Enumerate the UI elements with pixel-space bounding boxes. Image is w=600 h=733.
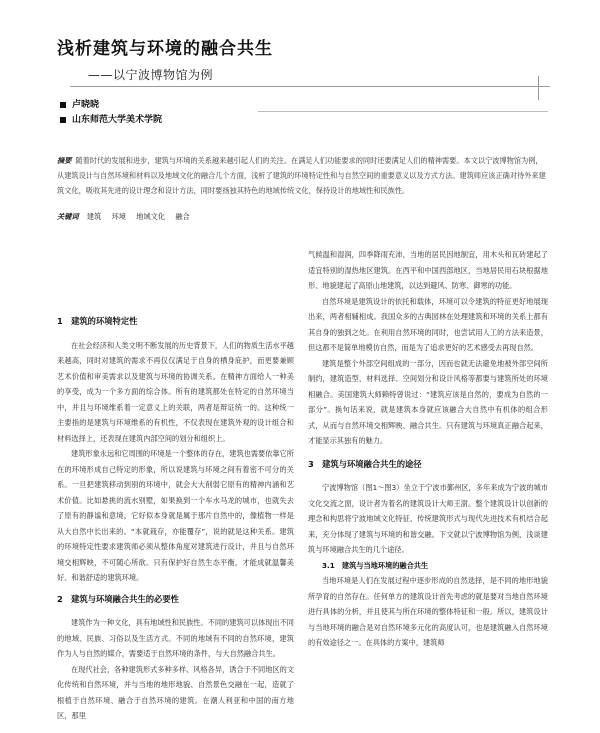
section-heading: 2 建筑与环境融合共生的必要性	[57, 593, 179, 604]
paragraph: 气候温和湿润，四季降雨充沛，当地的居民因地制宜，用木头和瓦砖建起了适宜特别的湿热地区建筑。在西平和中国西部地区，当地居民用石块根据地形、地貌建起了高原山地建筑，以达到避风、防寒、御寒的功能。	[308, 250, 548, 290]
paragraph: 当地环境是人们在发展过程中逐步形成的自然选择，是不同的地形地貌所孕育的自然存在。任何单方的建筑设计首先考虑的就是要对当地自然环境进行具体的分析，并且使其与所在环境的整体特征和一般。所以，建筑设计与当地环境的融合是对自然环境多元化的高度认可，也是建筑融入自然环境的有效途径之一。在具体的方案中，建筑师	[308, 576, 548, 647]
right-column	[308, 247, 548, 651]
paragraph: 在社会经济和人类文明不断发展的历史背景下，人们的物质生活水平越来越高，同时对建筑的需求不再仅仅满足于自身的栖身庇护，而更要兼顾艺术价值和审美需求以及建筑与环境的协调关系。在精神方面给人一种美的享受，成为一个多方面的综合体。所有的建筑都处在特定的自然环境当中，并且与环境维系着一定意义上的关联，两者是辩证统一的。这种统一主要指的是建筑与环境维系的有机性，不仅表现在建筑外观的设计组合和材料选择上，还表现在建筑内部空间的划分和组织上。	[57, 340, 294, 443]
abstract-text: 随着时代的发展和进步，建筑与环境的关系越来越引起人们的关注。在满足人们功能要求的同时还要满足人们的精神需要。本文以宁波博物馆为例，从建筑设计与自然环境和材料以及地域文化的融合几个方面，浅析了建筑的环境特定性和与自然空间的重要意义以及方式方法。建筑师应该正确对待外来建筑文化，吸收其先进的设计理念和设计方法，同时要扬独其特色的地域传统文化，保持设计的地域性和民族性。	[57, 156, 546, 196]
paragraph: 自然环境是建筑设计的依托和载体，环境可以令建筑的特征更好地展现出来，两者相辅相成。我国众多的古典园林在处理建筑和环境的关系上都有其自身的独到之处。在利用自然环境的同时，也尝试用人工的方法来造景，但这都不是简单地模仿自然，而是为了追求更好的艺术感受去再现自然。	[308, 296, 548, 352]
title-rule-tick	[538, 76, 539, 100]
title-rule	[70, 86, 550, 87]
paragraph: 宁波博物馆（图1～图3）坐立于宁波市鄞州区，多年来成为宁波的城市文化交流之窗，设计者为着名的建筑设计大师王澍。整个建筑设计以创新的理念和构思将宁波地域文化特征、传统建筑形式与现代先进技术有机结合起来，充分体现了建筑与环境的和谐交融。下文就以宁波博物馆为例，浅谈建筑与环境融合共生的几个途径。	[308, 483, 548, 554]
paragraph: 建筑是整个外部空间组成的一部分，因而也就无法避免地被外部空间所制约，建筑造型、材料选择、空间划分和设计风格等都要与建筑所处的环境相融合。美国建筑大师赖特曾说过：“建筑应该是自然的，要成为自然的一部分”。换句话来说，就是建筑本身就应该融合大自然中有机体的组合形式，从而与自然环境交相辉映、融合共生。只有建筑与环境真正融合起来，才能显示其独有的魅力。	[308, 358, 548, 445]
author-rule	[258, 111, 548, 112]
section-heading: 1 建筑的环境特定性	[57, 316, 138, 326]
section-heading: 3 建筑与环境融合共生的途径	[308, 458, 422, 469]
article-title: 浅析建筑与环境的融合共生	[57, 39, 273, 59]
keyword: 环境	[111, 212, 126, 221]
article-subtitle: ——以宁波博物馆为例	[88, 68, 214, 82]
subsection-heading: 3.1 建筑与当地环境的融合共生	[322, 560, 429, 570]
abstract	[57, 153, 547, 199]
keywords-label: 关键词	[57, 212, 79, 221]
paragraph: 建筑作为一种文化，具有地域性和民族性。不同的建筑可以体现出不同的地域、民族、习俗以及生活方式。不同的地域有不同的自然环境，建筑作为人与自然的媒介，需要适于自然环境的条件，与大自然融合共生。	[57, 618, 294, 658]
author-affiliation: 山东师范大学美术学院	[60, 112, 162, 125]
abstract-label: 摘要	[57, 156, 72, 165]
paragraph: 在现代社会，各种建筑形式多种多样、风格各异，诱合于不同地区的文化传统和自然环境，并与当地的地形地貌、自然景色交融在一起，造就了根植于自然环境、融合于自然环境的建筑。在潮人利亚和中国的南方地区，那里	[57, 664, 294, 720]
paragraph: 建筑形象永远和它周围的环境是一个整体的存在，建筑也需要依靠它所在的环境形成自己特定的形象，所以说建筑与环境之间有着密不可分的关系。一旦把建筑移动到别的环境中，就会大大削弱它原有的精神内涵和艺术价值。比如悬挑的流水别墅，如果换到一个车水马龙的城市，也就失去了原有的静谧和意境，它好似本身就是属于那片自然中的，像植物一样是从大自然中长出来的。“本就栽存，亦能覆存”，说的就是这种关系。建筑的环境特定性要求建筑师必须从整体角度对建筑进行设计，并且与自然环境交相辉映，不可随心所欲。只有保护好自然生态平衡，才能成就温馨美好、和谐舒适的建筑环境。	[57, 449, 294, 582]
keyword: 建筑	[86, 212, 102, 221]
keyword: 地域文化	[136, 212, 166, 221]
bullet-square-icon	[60, 117, 66, 123]
bullet-square-icon	[60, 102, 66, 108]
author-name: 卢晓晓	[60, 97, 99, 110]
keywords	[57, 212, 198, 222]
keyword: 融合	[175, 212, 190, 221]
left-column	[57, 314, 294, 724]
